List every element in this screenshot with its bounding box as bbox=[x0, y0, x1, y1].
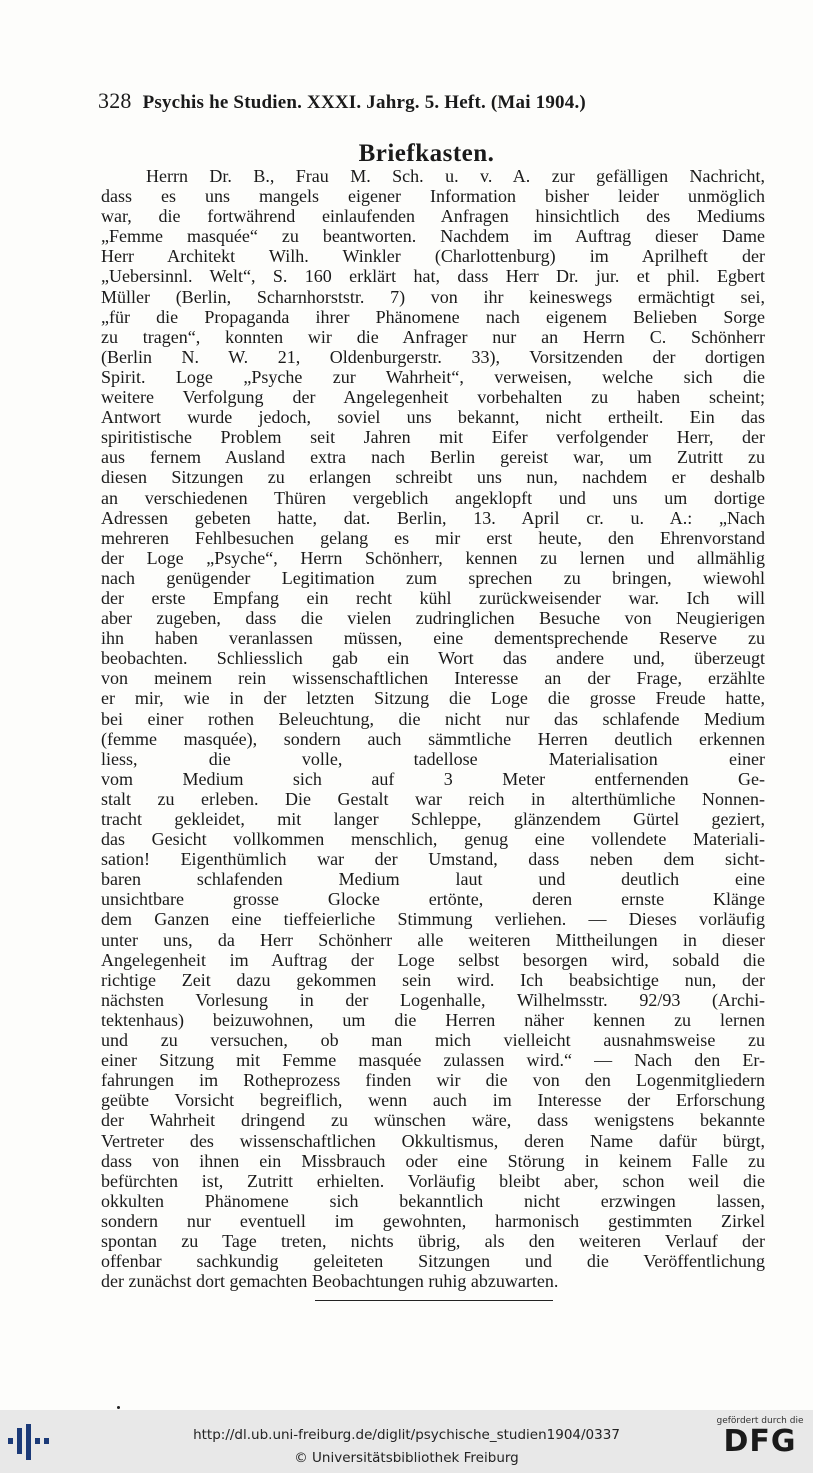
text-line: an verschiedenen Thüren vergeblich angeklopft und uns um dortige bbox=[101, 487, 765, 508]
margin-mark bbox=[117, 1406, 120, 1409]
text-line: offenbar sachkundig geleiteten Sitzungen und die Veröffentlichung bbox=[101, 1251, 765, 1272]
text-line: Müller (Berlin, Scharnhorststr. 7) von ihr keineswegs ermächtigt sei, bbox=[101, 286, 765, 307]
text-line: Adressen gebeten hatte, dat. Berlin, 13. April cr. u. A.: „Nach bbox=[101, 507, 765, 528]
viewer-footer bbox=[0, 1410, 813, 1473]
text-line: das Gesicht vollkommen menschlich, genug eine vollendete Materiali- bbox=[101, 829, 765, 850]
text-line: baren schlafenden Medium laut und deutlich eine bbox=[101, 869, 765, 890]
text-line: (Berlin N. W. 21, Oldenburgerstr. 33), Vorsitzenden der dortigen bbox=[101, 346, 765, 367]
text-line: okkulten Phänomene sich bekanntlich nicht erzwingen lassen, bbox=[101, 1190, 765, 1211]
text-line: aus fernem Ausland extra nach Berlin gereist war, um Zutritt zu bbox=[101, 447, 765, 468]
text-line: aber zugeben, dass die vielen zudringlichen Besuche von Neugierigen bbox=[101, 608, 765, 629]
text-line: unter uns, da Herr Schönherr alle weiteren Mittheilungen in dieser bbox=[101, 929, 765, 950]
text-line: dass von ihnen ein Missbrauch oder eine Störung in keinem Falle zu bbox=[101, 1150, 765, 1171]
text-line: geübte Vorsicht begreiflich, wenn auch im Interesse der Erforschung bbox=[101, 1090, 765, 1111]
text-line: dem Ganzen eine tieffeierliche Stimmung verliehen. — Dieses vorläufig bbox=[101, 909, 765, 930]
text-line: spiritistische Problem seit Jahren mit Eifer verfolgender Herr, der bbox=[101, 427, 765, 448]
text-line: Spirit. Loge „Psyche zur Wahrheit“, verweisen, welche sich die bbox=[101, 366, 765, 387]
text-line: Vertreter des wissenschaftlichen Okkultismus, deren Name dafür bürgt, bbox=[101, 1130, 765, 1151]
text-line: und zu versuchen, ob man mich vielleicht ausnahmsweise zu bbox=[101, 1030, 765, 1051]
page-number: 328 bbox=[98, 88, 132, 113]
text-line: Antwort wurde jedoch, soviel uns bekannt, nicht ertheilt. Ein das bbox=[101, 407, 765, 428]
permalink-url[interactable]: http://dl.ub.uni-freiburg.de/diglit/psychische_studien1904/0337 bbox=[193, 1427, 620, 1443]
text-line: zu tragen“, konnten wir die Anfrager nur an Herrn C. Schönherr bbox=[101, 326, 765, 347]
text-line: fahrungen im Rotheprozess finden wir die von den Logenmitgliedern bbox=[101, 1070, 765, 1091]
text-line: liess, die volle, tadellose Materialisation einer bbox=[101, 748, 765, 769]
text-line: Herrn Dr. B., Frau M. Sch. u. v. A. zur gefälligen Nachricht, bbox=[146, 166, 765, 186]
text-line: der Loge „Psyche“, Herrn Schönherr, kennen zu lernen und allmählig bbox=[101, 547, 765, 568]
text-line: „Femme masquée“ zu beantworten. Nachdem im Auftrag dieser Dame bbox=[101, 226, 765, 247]
text-line: stalt zu erleben. Die Gestalt war reich in alterthümliche Nonnen- bbox=[101, 788, 765, 809]
text-line: richtige Zeit dazu gekommen sein wird. Ich beabsichtige nun, der bbox=[101, 969, 765, 990]
text-line: sondern nur eventuell im gewohnten, harmonisch gestimmten Zirkel bbox=[101, 1210, 765, 1231]
text-line: der zunächst dort gemachten Beobachtungen ruhig abzuwarten. bbox=[101, 1271, 559, 1292]
text-line: (femme masquée), sondern auch sämmtliche Herren deutlich erkennen bbox=[101, 728, 765, 749]
text-line: war, die fortwährend einlaufenden Anfragen hinsichtlich des Mediums bbox=[101, 206, 765, 227]
text-line: einer Sitzung mit Femme masquée zulassen wird.“ — Nach den Er- bbox=[101, 1050, 765, 1071]
text-line: ihn haben veranlassen müssen, eine dementsprechende Reserve zu bbox=[101, 628, 765, 649]
funder-logo-text: DFG bbox=[723, 1424, 797, 1459]
closing-rule bbox=[315, 1300, 553, 1301]
copyright-notice: © Universitätsbibliothek Freiburg bbox=[294, 1450, 519, 1466]
text-line: tracht gekleidet, mit langer Schleppe, glänzendem Gürtel geziert, bbox=[101, 809, 765, 829]
text-line: weitere Verfolgung der Angelegenheit vorbehalten zu haben scheint; bbox=[101, 387, 765, 408]
text-line: vom Medium sich auf 3 Meter entfernenden Ge- bbox=[101, 768, 765, 789]
text-line: von meinem rein wissenschaftlichen Interesse an der Frage, erzählte bbox=[101, 668, 765, 689]
text-line: unsichtbare grosse Glocke ertönte, deren ernste Klänge bbox=[101, 889, 765, 910]
funder-caption: gefördert durch die bbox=[716, 1416, 804, 1426]
running-title: Psychis he Studien. XXXI. Jahrg. 5. Heft. (Mai 1904.) bbox=[142, 92, 586, 113]
text-line: nächsten Vorlesung in der Logenhalle, Wilhelmsstr. 92/93 (Archi- bbox=[101, 989, 765, 1010]
running-header bbox=[98, 88, 706, 114]
text-line: sation! Eigenthümlich war der Umstand, dass neben dem sicht- bbox=[101, 849, 765, 870]
text-line: beobachten. Schliesslich gab ein Wort das andere und, überzeugt bbox=[101, 648, 765, 669]
text-line: befürchten ist, Zutritt erhielten. Vorläufig bleibt aber, schon weil die bbox=[101, 1170, 765, 1191]
text-line: der Wahrheit dringend zu wünschen wäre, dass wenigstens bekannte bbox=[101, 1110, 765, 1131]
text-line: Angelegenheit im Auftrag der Loge selbst besorgen wird, sobald die bbox=[101, 949, 765, 970]
text-line: Herr Architekt Wilh. Winkler (Charlottenburg) im Aprilheft der bbox=[101, 246, 765, 267]
text-line: diesen Sitzungen zu erlangen schreibt uns nun, nachdem er deshalb bbox=[101, 467, 765, 488]
section-title: Briefkasten. bbox=[358, 140, 495, 167]
text-line: bei einer rothen Beleuchtung, die nicht nur das schlafende Medium bbox=[101, 708, 765, 729]
text-line: der erste Empfang ein recht kühl zurückweisender war. Ich will bbox=[101, 587, 765, 608]
text-line: nach genügender Legitimation zum sprechen zu bringen, wiewohl bbox=[101, 567, 765, 588]
text-line: „Uebersinnl. Welt“, S. 160 erklärt hat, dass Herr Dr. jur. et phil. Egbert bbox=[101, 266, 765, 287]
text-line: „für die Propaganda ihrer Phänomene nach eigenem Belieben Sorge bbox=[101, 306, 765, 327]
dfg-logo bbox=[715, 1416, 805, 1458]
text-line: dass es uns mangels eigener Information bisher leider unmöglich bbox=[101, 186, 765, 207]
body-text bbox=[101, 166, 765, 1291]
text-line: er mir, wie in der letzten Sitzung die Loge die grosse Freude hatte, bbox=[101, 688, 765, 709]
text-line: mehreren Fehlbesuchen gelang es mir erst heute, den Ehrenvorstand bbox=[101, 527, 765, 548]
text-line: tektenhaus) beizuwohnen, um die Herren näher kennen zu lernen bbox=[101, 1009, 765, 1030]
text-line: spontan zu Tage treten, nichts übrig, als den weiteren Verlauf der bbox=[101, 1230, 765, 1251]
